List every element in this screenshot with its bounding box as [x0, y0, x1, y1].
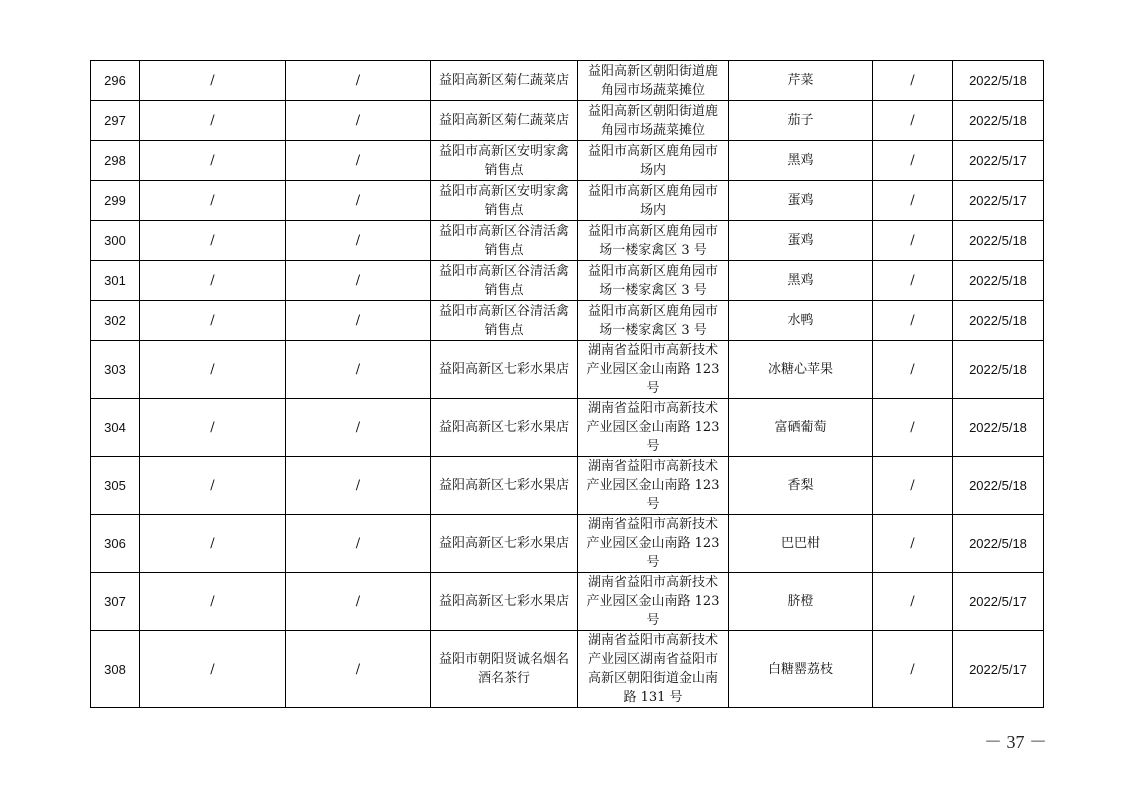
table-row	[91, 515, 1044, 573]
cell-product: 脐橙	[729, 573, 873, 631]
table-row	[91, 573, 1044, 631]
cell-store-name: 益阳高新区七彩水果店	[431, 457, 578, 515]
cell-slash: /	[140, 221, 286, 261]
sampling-table	[90, 60, 1044, 708]
cell-address: 益阳市高新区鹿角园市场一楼家禽区 3 号	[578, 261, 729, 301]
cell-date: 2022/5/18	[953, 221, 1044, 261]
cell-slash: /	[286, 141, 431, 181]
cell-number: 298	[91, 141, 140, 181]
cell-number: 300	[91, 221, 140, 261]
cell-number: 299	[91, 181, 140, 221]
cell-product: 水鸭	[729, 301, 873, 341]
cell-date: 2022/5/18	[953, 301, 1044, 341]
cell-number: 305	[91, 457, 140, 515]
cell-address: 湖南省益阳市高新技术产业园区金山南路 123 号	[578, 573, 729, 631]
cell-product: 蛋鸡	[729, 221, 873, 261]
table-row	[91, 631, 1044, 708]
cell-slash: /	[873, 457, 953, 515]
cell-slash: /	[286, 261, 431, 301]
cell-slash: /	[140, 457, 286, 515]
table-row	[91, 261, 1044, 301]
cell-address: 益阳高新区朝阳街道鹿角园市场蔬菜摊位	[578, 101, 729, 141]
cell-slash: /	[873, 399, 953, 457]
cell-store-name: 益阳高新区七彩水果店	[431, 341, 578, 399]
cell-address: 湖南省益阳市高新技术产业园区金山南路 123 号	[578, 399, 729, 457]
cell-slash: /	[286, 221, 431, 261]
cell-product: 富硒葡萄	[729, 399, 873, 457]
cell-number: 308	[91, 631, 140, 708]
cell-number: 304	[91, 399, 140, 457]
cell-store-name: 益阳市朝阳贤诚名烟名酒名茶行	[431, 631, 578, 708]
cell-address: 湖南省益阳市高新技术产业园区湖南省益阳市高新区朝阳街道金山南路 131 号	[578, 631, 729, 708]
cell-store-name: 益阳市高新区谷清活禽销售点	[431, 261, 578, 301]
cell-number: 301	[91, 261, 140, 301]
cell-slash: /	[286, 631, 431, 708]
table-body	[91, 61, 1044, 708]
cell-slash: /	[873, 341, 953, 399]
cell-store-name: 益阳高新区菊仁蔬菜店	[431, 101, 578, 141]
table-row	[91, 301, 1044, 341]
cell-store-name: 益阳高新区七彩水果店	[431, 573, 578, 631]
cell-slash: /	[873, 301, 953, 341]
table-row	[91, 341, 1044, 399]
cell-slash: /	[873, 573, 953, 631]
cell-date: 2022/5/18	[953, 341, 1044, 399]
cell-slash: /	[873, 261, 953, 301]
page-number: － 37 －	[984, 732, 1047, 752]
cell-store-name: 益阳市高新区谷清活禽销售点	[431, 301, 578, 341]
cell-slash: /	[286, 101, 431, 141]
cell-slash: /	[140, 61, 286, 101]
cell-date: 2022/5/17	[953, 141, 1044, 181]
cell-product: 黑鸡	[729, 141, 873, 181]
cell-date: 2022/5/18	[953, 457, 1044, 515]
table-row	[91, 61, 1044, 101]
cell-slash: /	[286, 341, 431, 399]
cell-slash: /	[140, 573, 286, 631]
cell-date: 2022/5/17	[953, 181, 1044, 221]
cell-date: 2022/5/18	[953, 515, 1044, 573]
cell-address: 益阳高新区朝阳街道鹿角园市场蔬菜摊位	[578, 61, 729, 101]
cell-slash: /	[140, 341, 286, 399]
cell-store-name: 益阳市高新区谷清活禽销售点	[431, 221, 578, 261]
cell-slash: /	[873, 181, 953, 221]
cell-address: 湖南省益阳市高新技术产业园区金山南路 123 号	[578, 515, 729, 573]
table-row	[91, 399, 1044, 457]
cell-slash: /	[873, 141, 953, 181]
cell-product: 茄子	[729, 101, 873, 141]
cell-address: 益阳市高新区鹿角园市场内	[578, 181, 729, 221]
cell-slash: /	[286, 399, 431, 457]
cell-date: 2022/5/17	[953, 573, 1044, 631]
cell-slash: /	[873, 515, 953, 573]
cell-store-name: 益阳市高新区安明家禽销售点	[431, 181, 578, 221]
cell-product: 白糖罂荔枝	[729, 631, 873, 708]
table-row	[91, 181, 1044, 221]
cell-number: 306	[91, 515, 140, 573]
table-row	[91, 141, 1044, 181]
cell-product: 芹菜	[729, 61, 873, 101]
cell-date: 2022/5/18	[953, 101, 1044, 141]
cell-slash: /	[140, 301, 286, 341]
cell-slash: /	[140, 261, 286, 301]
cell-slash: /	[286, 515, 431, 573]
cell-product: 黑鸡	[729, 261, 873, 301]
cell-product: 香梨	[729, 457, 873, 515]
cell-number: 302	[91, 301, 140, 341]
cell-slash: /	[286, 457, 431, 515]
cell-slash: /	[140, 399, 286, 457]
cell-address: 益阳市高新区鹿角园市场一楼家禽区 3 号	[578, 301, 729, 341]
cell-slash: /	[286, 573, 431, 631]
table-row	[91, 101, 1044, 141]
cell-slash: /	[286, 181, 431, 221]
cell-product: 巴巴柑	[729, 515, 873, 573]
cell-number: 303	[91, 341, 140, 399]
cell-date: 2022/5/18	[953, 261, 1044, 301]
cell-number: 307	[91, 573, 140, 631]
cell-date: 2022/5/18	[953, 61, 1044, 101]
cell-product: 冰糖心苹果	[729, 341, 873, 399]
cell-slash: /	[140, 181, 286, 221]
cell-date: 2022/5/17	[953, 631, 1044, 708]
cell-store-name: 益阳高新区七彩水果店	[431, 515, 578, 573]
cell-slash: /	[873, 631, 953, 708]
cell-slash: /	[140, 141, 286, 181]
cell-number: 296	[91, 61, 140, 101]
cell-store-name: 益阳市高新区安明家禽销售点	[431, 141, 578, 181]
cell-number: 297	[91, 101, 140, 141]
cell-slash: /	[140, 631, 286, 708]
cell-store-name: 益阳高新区七彩水果店	[431, 399, 578, 457]
cell-slash: /	[140, 515, 286, 573]
cell-slash: /	[286, 301, 431, 341]
cell-address: 益阳市高新区鹿角园市场一楼家禽区 3 号	[578, 221, 729, 261]
cell-slash: /	[873, 221, 953, 261]
cell-date: 2022/5/18	[953, 399, 1044, 457]
cell-slash: /	[286, 61, 431, 101]
cell-address: 益阳市高新区鹿角园市场内	[578, 141, 729, 181]
cell-slash: /	[140, 101, 286, 141]
cell-store-name: 益阳高新区菊仁蔬菜店	[431, 61, 578, 101]
cell-address: 湖南省益阳市高新技术产业园区金山南路 123 号	[578, 341, 729, 399]
table-row	[91, 221, 1044, 261]
cell-slash: /	[873, 101, 953, 141]
cell-address: 湖南省益阳市高新技术产业园区金山南路 123 号	[578, 457, 729, 515]
cell-product: 蛋鸡	[729, 181, 873, 221]
cell-slash: /	[873, 61, 953, 101]
table-row	[91, 457, 1044, 515]
